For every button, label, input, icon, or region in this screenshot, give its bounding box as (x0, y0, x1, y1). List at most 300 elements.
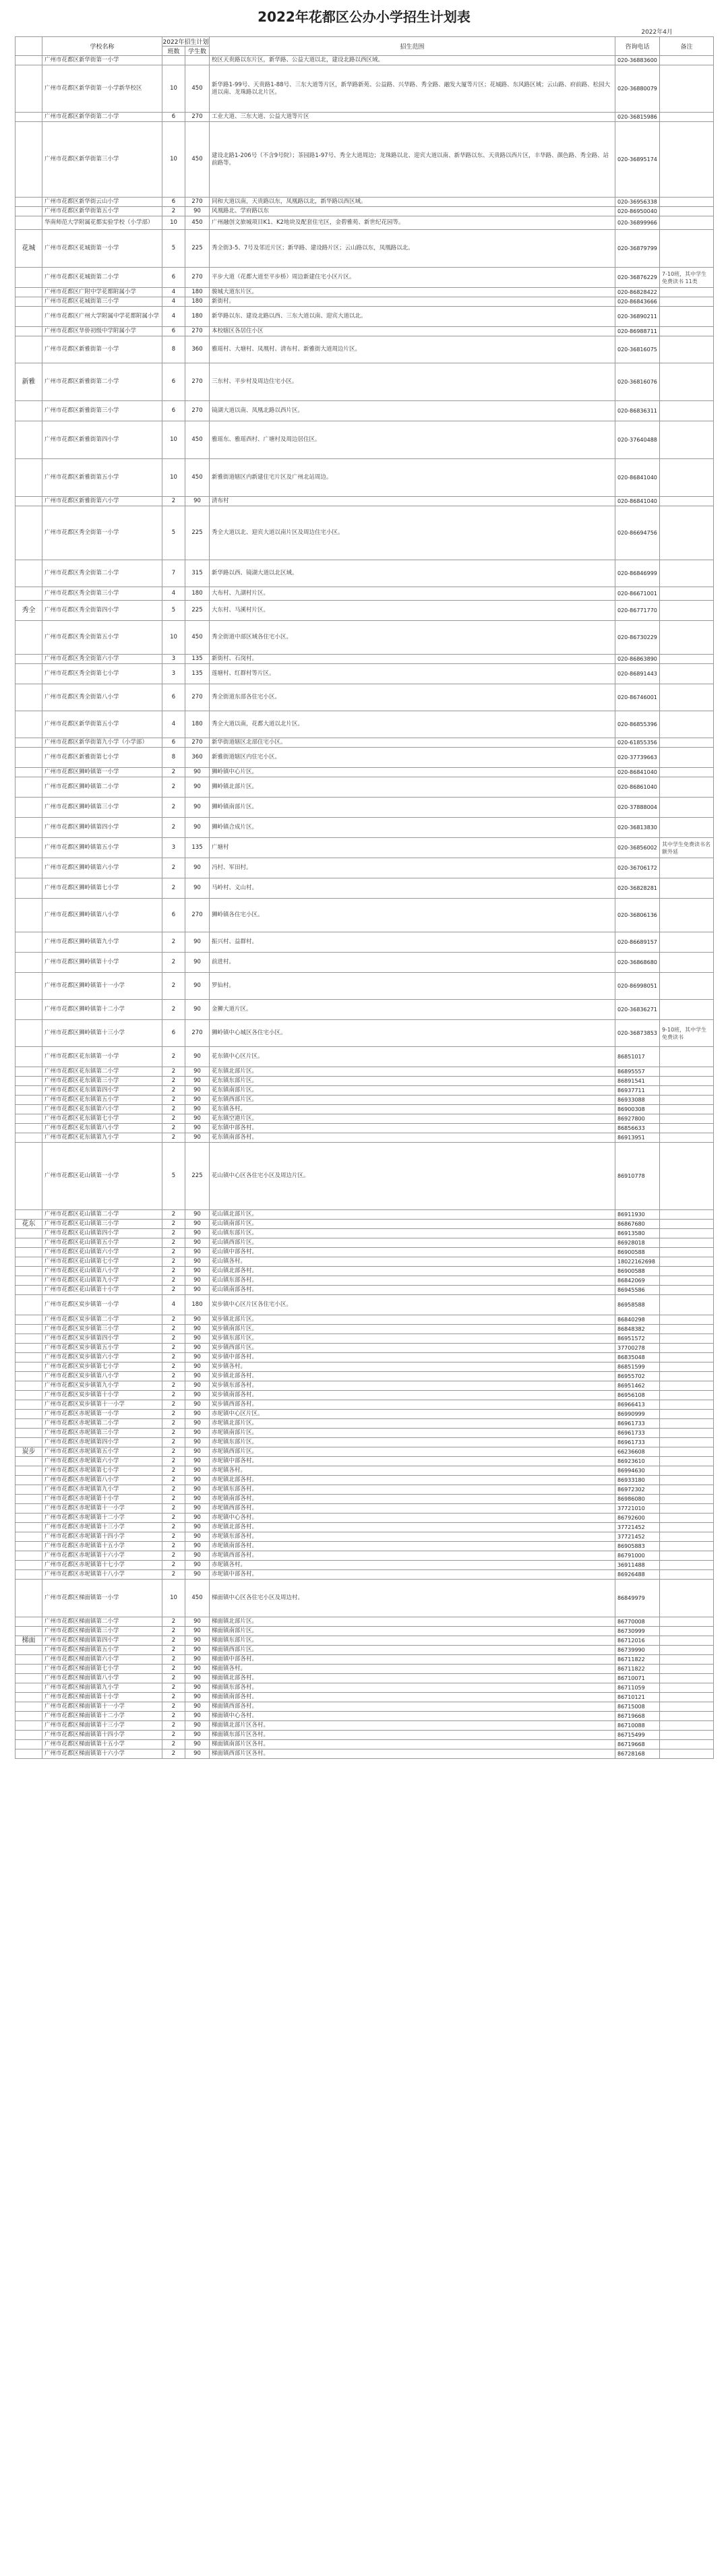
students-cell: 90 (185, 1523, 210, 1532)
scope-cell: 金狮大道片区。 (210, 1000, 615, 1020)
phone-cell: 86966413 (615, 1400, 660, 1410)
area-cell (16, 1504, 42, 1514)
scope-cell: 梯面镇西部片区。 (210, 1646, 615, 1655)
remark-cell (660, 1665, 714, 1674)
area-cell (16, 1334, 42, 1344)
school-name-cell: 广州市花都区新华街云山小学 (42, 198, 162, 207)
school-name-cell: 广州市花都区花山镇第五小学 (42, 1238, 162, 1248)
students-cell: 90 (185, 1315, 210, 1325)
students-cell: 90 (185, 1495, 210, 1504)
scope-cell: 赤坭镇各村。 (210, 1561, 615, 1570)
school-name-cell: 广州市花都区花城街第三小学 (42, 297, 162, 307)
students-cell: 90 (185, 798, 210, 818)
phone-cell: 020-86841040 (615, 768, 660, 777)
scope-cell: 秀全街3-5、7号及邻近片区；新华路、建设路片区；云山路以东，凤凰路以北。 (210, 230, 615, 268)
table-row (16, 1646, 714, 1655)
phone-cell: 86972302 (615, 1485, 660, 1495)
area-cell (16, 297, 42, 307)
scope-cell: 赤坭镇中心各村。 (210, 1514, 615, 1523)
remark-cell (660, 1315, 714, 1325)
students-cell: 90 (185, 1124, 210, 1133)
phone-cell: 020-37640488 (615, 421, 660, 459)
scope-cell: 骏城大道东片区。 (210, 288, 615, 297)
school-name-cell: 广州市花都区花山镇第六小学 (42, 1248, 162, 1257)
scope-cell: 梯面镇西部各村。 (210, 1702, 615, 1712)
table-row (16, 1020, 714, 1047)
header-area (16, 37, 42, 56)
area-cell (16, 1627, 42, 1636)
phone-cell: 86712016 (615, 1636, 660, 1646)
area-cell (16, 1617, 42, 1627)
school-name-cell: 广州市花都区赤坭镇第十二小学 (42, 1514, 162, 1523)
school-name-cell: 广州市花都区炭步镇第六小学 (42, 1353, 162, 1362)
phone-cell: 37700278 (615, 1344, 660, 1353)
scope-cell: 雅瑶村、大塘村、凤凰村、清布村、新雅街大道周边片区。 (210, 336, 615, 363)
area-cell (16, 1693, 42, 1702)
remark-cell (660, 1353, 714, 1362)
classes-cell: 2 (162, 1047, 185, 1067)
scope-cell: 炭步镇西部各村。 (210, 1400, 615, 1410)
scope-cell: 雅瑶东、雅瑶西村、广塘村及周边居住区。 (210, 421, 615, 459)
remark-cell (660, 1721, 714, 1731)
school-name-cell: 广州市花都区赤坭镇第十一小学 (42, 1504, 162, 1514)
phone-cell: 86851599 (615, 1362, 660, 1372)
phone-cell: 37721010 (615, 1504, 660, 1514)
school-name-cell: 广州市花都区花东镇第四小学 (42, 1086, 162, 1096)
remark-cell (660, 327, 714, 336)
school-name-cell: 广州市花都区新雅街第五小学 (42, 459, 162, 497)
students-cell: 90 (185, 1514, 210, 1523)
phone-cell: 020-36956338 (615, 198, 660, 207)
school-name-cell: 广州市花都区炭步镇第十一小学 (42, 1400, 162, 1410)
classes-cell: 10 (162, 122, 185, 198)
school-name-cell: 广州市花都区梯面镇第七小学 (42, 1665, 162, 1674)
school-name-cell: 广州市花都区梯面镇第十五小学 (42, 1740, 162, 1749)
table-row (16, 838, 714, 858)
students-cell: 90 (185, 1655, 210, 1665)
table-row (16, 621, 714, 655)
classes-cell: 2 (162, 1410, 185, 1419)
table-row (16, 497, 714, 506)
table-row (16, 1504, 714, 1514)
school-name-cell: 广州市花都区赤坭镇第十六小学 (42, 1551, 162, 1561)
scope-cell: 莲塘村、红群村等片区。 (210, 664, 615, 684)
students-cell: 90 (185, 1740, 210, 1749)
table-row (16, 1267, 714, 1276)
students-cell: 450 (185, 216, 210, 230)
school-name-cell: 广州市花都区炭步镇第九小学 (42, 1381, 162, 1391)
scope-cell: 花山镇各村。 (210, 1257, 615, 1267)
table-row (16, 1086, 714, 1096)
remark-cell (660, 798, 714, 818)
area-cell (16, 684, 42, 711)
scope-cell: 镜湖大道以南、凤凰北路以西片区。 (210, 401, 615, 421)
table-row (16, 560, 714, 587)
remark-cell (660, 1627, 714, 1636)
school-name-cell: 广州市花都区秀全街第三小学 (42, 587, 162, 601)
phone-cell: 86923610 (615, 1457, 660, 1466)
classes-cell: 2 (162, 1086, 185, 1096)
remark-cell (660, 878, 714, 899)
classes-cell: 2 (162, 1325, 185, 1334)
remark-cell (660, 1238, 714, 1248)
phone-cell: 020-86891443 (615, 664, 660, 684)
scope-cell: 炭步镇北部片区。 (210, 1315, 615, 1325)
remark-cell (660, 1344, 714, 1353)
area-cell (16, 838, 42, 858)
students-cell: 90 (185, 1133, 210, 1143)
remark-cell (660, 1362, 714, 1372)
table-row (16, 297, 714, 307)
classes-cell: 5 (162, 601, 185, 621)
table-row (16, 1561, 714, 1570)
classes-cell: 2 (162, 1238, 185, 1248)
school-name-cell: 广州市花都区花山镇第七小学 (42, 1257, 162, 1267)
table-row (16, 601, 714, 621)
scope-cell: 花东镇西部片区。 (210, 1096, 615, 1105)
phone-cell: 86937711 (615, 1086, 660, 1096)
area-cell (16, 1721, 42, 1731)
remark-cell (660, 1495, 714, 1504)
scope-cell: 花东镇北部片区。 (210, 1067, 615, 1077)
students-cell: 270 (185, 1020, 210, 1047)
area-cell (16, 1248, 42, 1257)
classes-cell: 2 (162, 1429, 185, 1438)
table-row (16, 327, 714, 336)
phone-cell: 66236608 (615, 1447, 660, 1457)
students-cell: 270 (185, 363, 210, 401)
phone-cell: 86710121 (615, 1693, 660, 1702)
area-cell (16, 1077, 42, 1086)
scope-cell: 花山镇北部片区。 (210, 1210, 615, 1220)
classes-cell: 2 (162, 1067, 185, 1077)
phone-cell: 020-37888004 (615, 798, 660, 818)
students-cell: 315 (185, 560, 210, 587)
table-row (16, 798, 714, 818)
classes-cell: 2 (162, 1257, 185, 1267)
table-row (16, 664, 714, 684)
classes-cell: 2 (162, 1476, 185, 1485)
school-name-cell: 广州市花都区赤坭镇第六小学 (42, 1457, 162, 1466)
scope-cell: 梯面镇北部片区各村。 (210, 1721, 615, 1731)
students-cell: 90 (185, 1220, 210, 1229)
scope-cell: 罗仙村。 (210, 973, 615, 1000)
school-name-cell: 广州市花都区狮岭镇第二小学 (42, 777, 162, 798)
phone-cell: 86710071 (615, 1674, 660, 1683)
remark-cell (660, 1248, 714, 1257)
table-row (16, 1391, 714, 1400)
phone-cell: 86955702 (615, 1372, 660, 1381)
table-row (16, 1077, 714, 1086)
area-cell (16, 1542, 42, 1551)
area-cell (16, 1105, 42, 1114)
scope-cell: 新华路以东、建设北路以西、三东大道以南、迎宾大道以北。 (210, 307, 615, 327)
table-row (16, 1257, 714, 1267)
scope-cell: 赤坭镇西部各村。 (210, 1504, 615, 1514)
table-row (16, 1627, 714, 1636)
table-row (16, 1047, 714, 1067)
area-cell (16, 1325, 42, 1334)
scope-cell: 梯面镇各村。 (210, 1665, 615, 1674)
table-row (16, 1286, 714, 1295)
phone-cell: 86951462 (615, 1381, 660, 1391)
scope-cell: 炭步镇中部各村。 (210, 1353, 615, 1362)
school-name-cell: 广州市花都区赤坭镇第二小学 (42, 1419, 162, 1429)
phone-cell: 86956108 (615, 1391, 660, 1400)
scope-cell: 赤坭镇西部各村。 (210, 1551, 615, 1561)
area-cell (16, 1276, 42, 1286)
table-row (16, 1655, 714, 1665)
area-cell (16, 1438, 42, 1447)
remark-cell (660, 421, 714, 459)
area-cell (16, 307, 42, 327)
school-name-cell: 广州市花都区梯面镇第二小学 (42, 1617, 162, 1627)
scope-cell: 大东村、马溪村片区。 (210, 601, 615, 621)
table-row (16, 1362, 714, 1372)
remark-cell (660, 1476, 714, 1485)
phone-cell: 86926488 (615, 1570, 660, 1580)
phone-cell: 020-37739663 (615, 748, 660, 768)
students-cell: 90 (185, 1248, 210, 1257)
school-name-cell: 广州市花都区梯面镇第八小学 (42, 1674, 162, 1683)
students-cell: 90 (185, 207, 210, 216)
school-name-cell: 广州市花都区赤坭镇第十八小学 (42, 1570, 162, 1580)
area-cell (16, 768, 42, 777)
scope-cell: 赤坭镇东部片区。 (210, 1438, 615, 1447)
remark-cell (660, 1570, 714, 1580)
scope-cell: 广州融创文旅城项目K1、K2地块及配套住宅区，金碧雅苑、新世纪花园等。 (210, 216, 615, 230)
remark-cell (660, 768, 714, 777)
classes-cell: 2 (162, 1721, 185, 1731)
phone-cell: 020-86855396 (615, 711, 660, 738)
table-row (16, 459, 714, 497)
students-cell: 270 (185, 738, 210, 748)
scope-cell: 梯面镇北部各村。 (210, 1674, 615, 1683)
table-row (16, 1067, 714, 1077)
classes-cell: 2 (162, 1683, 185, 1693)
scope-cell: 赤坭镇东部各村。 (210, 1485, 615, 1495)
school-name-cell: 广州市花都区花东镇第七小学 (42, 1114, 162, 1124)
school-name-cell: 广州市花都区新华街第二小学 (42, 113, 162, 122)
table-row (16, 1419, 714, 1429)
remark-cell (660, 1646, 714, 1655)
header-phone: 咨询电话 (615, 37, 660, 56)
remark-cell (660, 1740, 714, 1749)
students-cell: 270 (185, 327, 210, 336)
classes-cell: 2 (162, 1495, 185, 1504)
area-cell (16, 113, 42, 122)
remark-cell (660, 1220, 714, 1229)
classes-cell: 2 (162, 1485, 185, 1495)
phone-cell: 86927800 (615, 1114, 660, 1124)
classes-cell: 2 (162, 878, 185, 899)
classes-cell: 4 (162, 711, 185, 738)
area-cell (16, 1315, 42, 1325)
classes-cell: 2 (162, 1334, 185, 1344)
classes-cell: 2 (162, 1353, 185, 1362)
remark-cell (660, 1749, 714, 1759)
area-cell (16, 1238, 42, 1248)
remark-cell (660, 1334, 714, 1344)
table-row (16, 268, 714, 288)
area-cell (16, 1229, 42, 1238)
table-row (16, 748, 714, 768)
school-name-cell: 广州市花都区炭步镇第四小学 (42, 1334, 162, 1344)
school-name-cell: 广州市花都区狮岭镇第一小学 (42, 768, 162, 777)
remark-cell (660, 1712, 714, 1721)
phone-cell: 020-86671001 (615, 587, 660, 601)
scope-cell: 新雅街道辖区内住宅小区。 (210, 748, 615, 768)
classes-cell: 2 (162, 1646, 185, 1655)
classes-cell: 2 (162, 1381, 185, 1391)
table-row (16, 1248, 714, 1257)
school-name-cell: 广州市花都区新华街第五小学 (42, 711, 162, 738)
scope-cell: 梯面镇东部片区。 (210, 1636, 615, 1646)
students-cell: 270 (185, 899, 210, 932)
table-row (16, 1096, 714, 1105)
students-cell: 90 (185, 1457, 210, 1466)
area-cell (16, 1353, 42, 1362)
students-cell: 90 (185, 1429, 210, 1438)
students-cell: 90 (185, 1438, 210, 1447)
remark-cell (660, 216, 714, 230)
remark-cell (660, 1504, 714, 1514)
phone-cell: 020-36815986 (615, 113, 660, 122)
school-name-cell: 广州市花都区梯面镇第十小学 (42, 1693, 162, 1702)
area-cell: 花城 (16, 230, 42, 268)
area-cell (16, 711, 42, 738)
students-cell: 135 (185, 838, 210, 858)
students-cell: 270 (185, 113, 210, 122)
table-row (16, 1429, 714, 1438)
phone-cell: 37721452 (615, 1523, 660, 1532)
students-cell: 90 (185, 1096, 210, 1105)
school-name-cell: 广州市花都区新华街第一小学 (42, 56, 162, 65)
table-row (16, 1410, 714, 1419)
classes-cell: 2 (162, 1077, 185, 1086)
classes-cell: 2 (162, 1655, 185, 1665)
area-cell (16, 1344, 42, 1353)
table-row (16, 1495, 714, 1504)
phone-cell: 020-86689157 (615, 932, 660, 953)
table-row (16, 973, 714, 1000)
students-cell: 90 (185, 1325, 210, 1334)
scope-cell: 赤坭镇南部各村。 (210, 1495, 615, 1504)
phone-cell: 86711059 (615, 1683, 660, 1693)
students-cell: 225 (185, 1143, 210, 1210)
table-row (16, 953, 714, 973)
remark-cell (660, 1067, 714, 1077)
scope-cell: 平步大道（花都大道至平步桥）周边新建住宅小区片区。 (210, 268, 615, 288)
classes-cell: 2 (162, 1124, 185, 1133)
area-cell (16, 1580, 42, 1617)
school-name-cell: 广州市花都区花山镇第十小学 (42, 1286, 162, 1295)
remark-cell (660, 288, 714, 297)
phone-cell: 020-86988711 (615, 327, 660, 336)
students-cell: 90 (185, 953, 210, 973)
remark-cell (660, 560, 714, 587)
scope-cell: 风凰路北、学府路以东 (210, 207, 615, 216)
table-row (16, 1749, 714, 1759)
area-cell (16, 56, 42, 65)
school-name-cell: 广州市花都区梯面镇第一小学 (42, 1580, 162, 1617)
school-name-cell: 广州市花都区花东镇第八小学 (42, 1124, 162, 1133)
students-cell: 180 (185, 307, 210, 327)
phone-cell: 86715499 (615, 1731, 660, 1740)
students-cell: 90 (185, 777, 210, 798)
remark-cell (660, 1485, 714, 1495)
remark-cell (660, 65, 714, 113)
remark-cell (660, 748, 714, 768)
remark-cell (660, 621, 714, 655)
phone-cell: 86739990 (615, 1646, 660, 1655)
scope-cell: 炭步镇南部片区。 (210, 1325, 615, 1334)
table-row (16, 1325, 714, 1334)
remark-cell (660, 664, 714, 684)
area-cell (16, 216, 42, 230)
remark-cell (660, 1210, 714, 1220)
scope-cell: 花山镇南部片区。 (210, 1220, 615, 1229)
area-cell (16, 459, 42, 497)
scope-cell: 梯面镇中部各村。 (210, 1655, 615, 1665)
classes-cell: 2 (162, 1096, 185, 1105)
students-cell: 90 (185, 1381, 210, 1391)
area-cell (16, 401, 42, 421)
table-row (16, 1438, 714, 1447)
students-cell: 270 (185, 684, 210, 711)
school-name-cell: 广州市花都区赤坭镇第三小学 (42, 1429, 162, 1438)
remark-cell (660, 1133, 714, 1143)
remark-cell: 7-10班，其中学生免费读书 11类 (660, 268, 714, 288)
scope-cell: 炭步镇东部片区。 (210, 1334, 615, 1344)
area-cell (16, 1683, 42, 1693)
area-cell (16, 899, 42, 932)
scope-cell: 秀全大道以北、迎宾大道以南片区及周边住宅小区。 (210, 506, 615, 560)
area-cell (16, 748, 42, 768)
students-cell: 90 (185, 973, 210, 1000)
table-row (16, 1476, 714, 1485)
phone-cell: 86933088 (615, 1096, 660, 1105)
classes-cell: 10 (162, 65, 185, 113)
classes-cell: 2 (162, 1105, 185, 1114)
area-cell (16, 1740, 42, 1749)
classes-cell: 2 (162, 1712, 185, 1721)
phone-cell: 86711822 (615, 1655, 660, 1665)
phone-cell: 020-36899966 (615, 216, 660, 230)
phone-cell: 86840298 (615, 1315, 660, 1325)
classes-cell: 2 (162, 953, 185, 973)
students-cell: 90 (185, 1570, 210, 1580)
school-name-cell: 广州市花都区花山镇第一小学 (42, 1143, 162, 1210)
table-row (16, 1523, 714, 1532)
remark-cell (660, 1286, 714, 1295)
remark-cell (660, 1702, 714, 1712)
students-cell (185, 56, 210, 65)
school-name-cell: 广州市花都区花山镇第九小学 (42, 1276, 162, 1286)
table-row (16, 113, 714, 122)
area-cell (16, 1143, 42, 1210)
remark-cell (660, 1617, 714, 1627)
scope-cell: 梯面镇南部片区各村。 (210, 1740, 615, 1749)
students-cell: 90 (185, 1257, 210, 1267)
students-cell: 180 (185, 711, 210, 738)
classes-cell: 2 (162, 1457, 185, 1466)
scope-cell: 花山镇东部片区。 (210, 1229, 615, 1238)
scope-cell: 狮岭镇北部片区。 (210, 777, 615, 798)
phone-cell: 86986080 (615, 1495, 660, 1504)
students-cell: 90 (185, 1636, 210, 1646)
school-name-cell: 广州市花都区花东镇第二小学 (42, 1067, 162, 1077)
